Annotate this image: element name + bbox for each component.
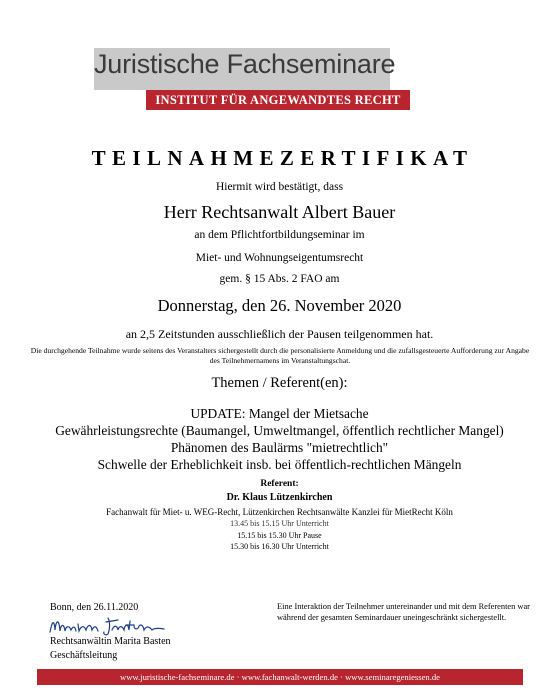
topics-heading: Themen / Referent(en): (211, 375, 348, 391)
topic-item: UPDATE: Mangel der Mietsache (190, 406, 369, 421)
handwritten-signature (46, 612, 176, 638)
topic-item: Schwelle der Erheblichkeit insb. bei öffentlich-rechtlichen Mängeln (97, 457, 462, 472)
referent-description: Fachanwalt für Miet- u. WEG-Recht, Lützenkirchen Rechtsanwälte Kanzlei für MietRecht Köln (106, 507, 453, 517)
logo-name: Juristische Fachseminare (94, 49, 396, 79)
participant-name: Herr Rechtsanwalt Albert Bauer (163, 202, 396, 222)
attendance-hours: an 2,5 Zeitstunden ausschließlich der Pausen teilgenommen hat. (125, 327, 434, 341)
topic-item: Phänomen des Baulärms "mietrechtlich" (170, 440, 389, 455)
signatory-role: Geschäftsleitung (50, 650, 118, 661)
seminar-line-2: Miet- und Wohnungseigentumsrecht (195, 252, 364, 264)
schedule-item: 15.15 bis 15.30 Uhr Pause (237, 531, 322, 540)
logo-institute-bar: INSTITUT FÜR ANGEWANDTES RECHT (146, 90, 410, 110)
referent-label: Referent: (260, 479, 299, 489)
seminar-line-1: an dem Pflichtfortbildungseminar im (194, 229, 365, 241)
confirmation-text: Hiermit wird bestätigt, dass (215, 181, 344, 193)
interaction-note: Eine Interaktion der Teilnehmer untereinander und mit dem Referenten war während der gesamten Seminardauer uneingeschränkt sichergestellt. (277, 602, 530, 622)
certificate-title: TEILNAHMEZERTIFIKAT (91, 146, 474, 170)
signature-place-date: Bonn, den 26.11.2020 (50, 602, 139, 613)
schedule-item: 13.45 bis 15.15 Uhr Unterricht (230, 519, 329, 528)
seminar-date: Donnerstag, den 26. November 2020 (157, 296, 402, 315)
footer-links-bar: www.juristische-fachseminare.de · www.fachanwalt-werden.de · www.seminaregeniessen.de (37, 669, 523, 685)
topic-item: Gewährleistungsrechte (Baumangel, Umweltmangel, öffentlich rechtlicher Mangel) (55, 423, 504, 438)
seminar-line-3: gem. § 15 Abs. 2 FAO am (219, 273, 340, 285)
schedule-item: 15.30 bis 16.30 Uhr Unterricht (230, 542, 329, 551)
referent-name: Dr. Klaus Lützenkirchen (226, 492, 333, 503)
attendance-note: Die durchgehende Teilnahme wurde seitens des Veranstalters sichergestellt durch die personalisierte Anmeldung und die zufallsgesteuerte Aufforderung zur Angabe des Teilnehmernamens im Veranstaltungschat. (30, 346, 530, 365)
signatory-name: Rechtsanwältin Marita Basten (50, 636, 171, 647)
